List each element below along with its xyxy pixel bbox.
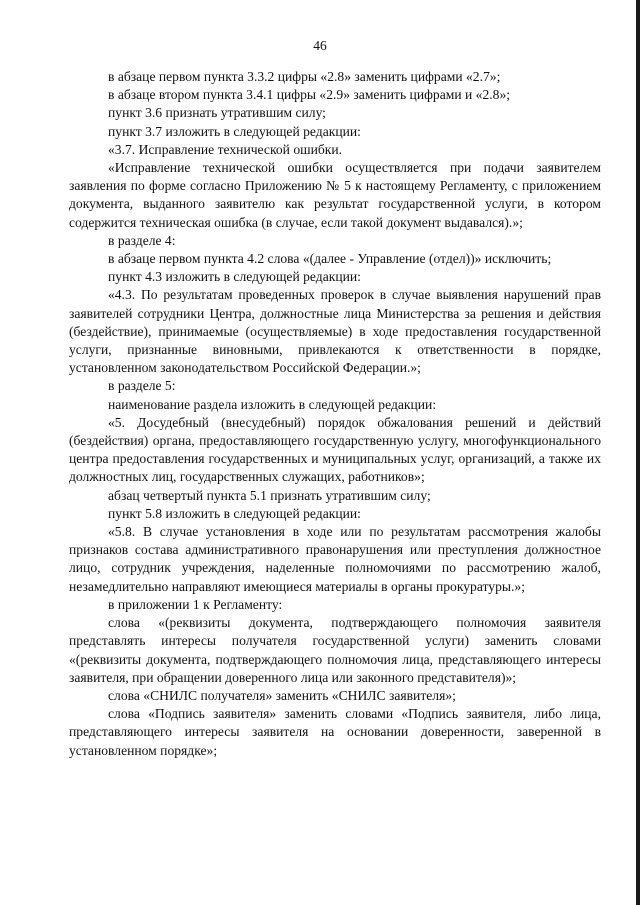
paragraph: пункт 3.6 признать утратившим силу; (108, 105, 326, 121)
paragraph: слова «СНИЛС получателя» заменить «СНИЛС заявителя»; (108, 687, 456, 703)
paragraph: пункт 3.7 изложить в следующей редакции: (108, 123, 361, 139)
paragraph: в абзаце втором пункта 3.4.1 цифры «2.9» заменить цифрами и «2.8»; (108, 87, 511, 103)
scan-edge (636, 0, 640, 905)
paragraph: «5. Досудебный (внесудебный) порядок обжалования решений и действий (бездействия) органа, предоставляющего государственную услугу, многофункционального центра предоставления государственных и муниципальных услуг, организаций, а также их должностных лиц, государственных служащих, работников»; (69, 414, 601, 485)
document-body (69, 68, 601, 760)
paragraph: наименование раздела изложить в следующей редакции: (108, 396, 437, 412)
paragraph: «4.3. По результатам проведенных проверок в случае выявления нарушений прав заявителей сотрудники Центра, должностные лица Министерства за решения и действия (бездействие), принимаемые (осуществляемые) в ходе предоставления государственной услуги, признанные виновными, привлекаются к ответственности в порядке, установленном законодательством Российской Федерации.»; (69, 287, 601, 376)
paragraph: в разделе 5: (108, 378, 176, 394)
paragraph: слова «Подпись заявителя» заменить словами «Подпись заявителя, либо лица, представляющего интересы заявителя на основании доверенности, заверенной в установленном порядке»; (69, 706, 601, 758)
paragraph: в абзаце первом пункта 3.3.2 цифры «2.8» заменить цифрами «2.7»; (108, 69, 501, 84)
paragraph: пункт 4.3 изложить в следующей редакции: (108, 269, 361, 285)
paragraph: «5.8. В случае установления в ходе или по результатам рассмотрения жалобы признаков состава административного правонарушения или преступления должностное лицо, сотрудник учреждения, наделенные полномочиями по рассмотрению жалоб, незамедлительно направляют имеющиеся материалы в органы прокуратуры.»; (69, 524, 601, 594)
paragraph: слова «(реквизиты документа, подтверждающего полномочия заявителя представлять интересы получателя государственной услуги) заменить словами «(реквизиты документа, подтверждающего полномочия лица, представляющего интересы заявителя, при обращении доверенного лица или законного представителя)»; (69, 615, 601, 685)
page-number: 46 (313, 38, 327, 53)
paragraph: «Исправление технической ошибки осуществляется при подачи заявителем заявления по форме согласно Приложению № 5 к настоящему Регламенту, с приложением документа, выданного заявителю как результат государственной услуги, в котором содержится техническая ошибка (в случае, если такой документ выдавался).»; (69, 160, 601, 230)
paragraph: пункт 5.8 изложить в следующей редакции: (108, 505, 361, 521)
paragraph: «3.7. Исправление технической ошибки. (108, 141, 343, 157)
paragraph: в абзаце первом пункта 4.2 слова «(далее - Управление (отдел))» исключить; (108, 251, 552, 267)
paragraph: в разделе 4: (108, 232, 176, 248)
paragraph: в приложении 1 к Регламенту: (108, 596, 283, 612)
paragraph: абзац четвертый пункта 5.1 признать утратившим силу; (108, 487, 431, 503)
